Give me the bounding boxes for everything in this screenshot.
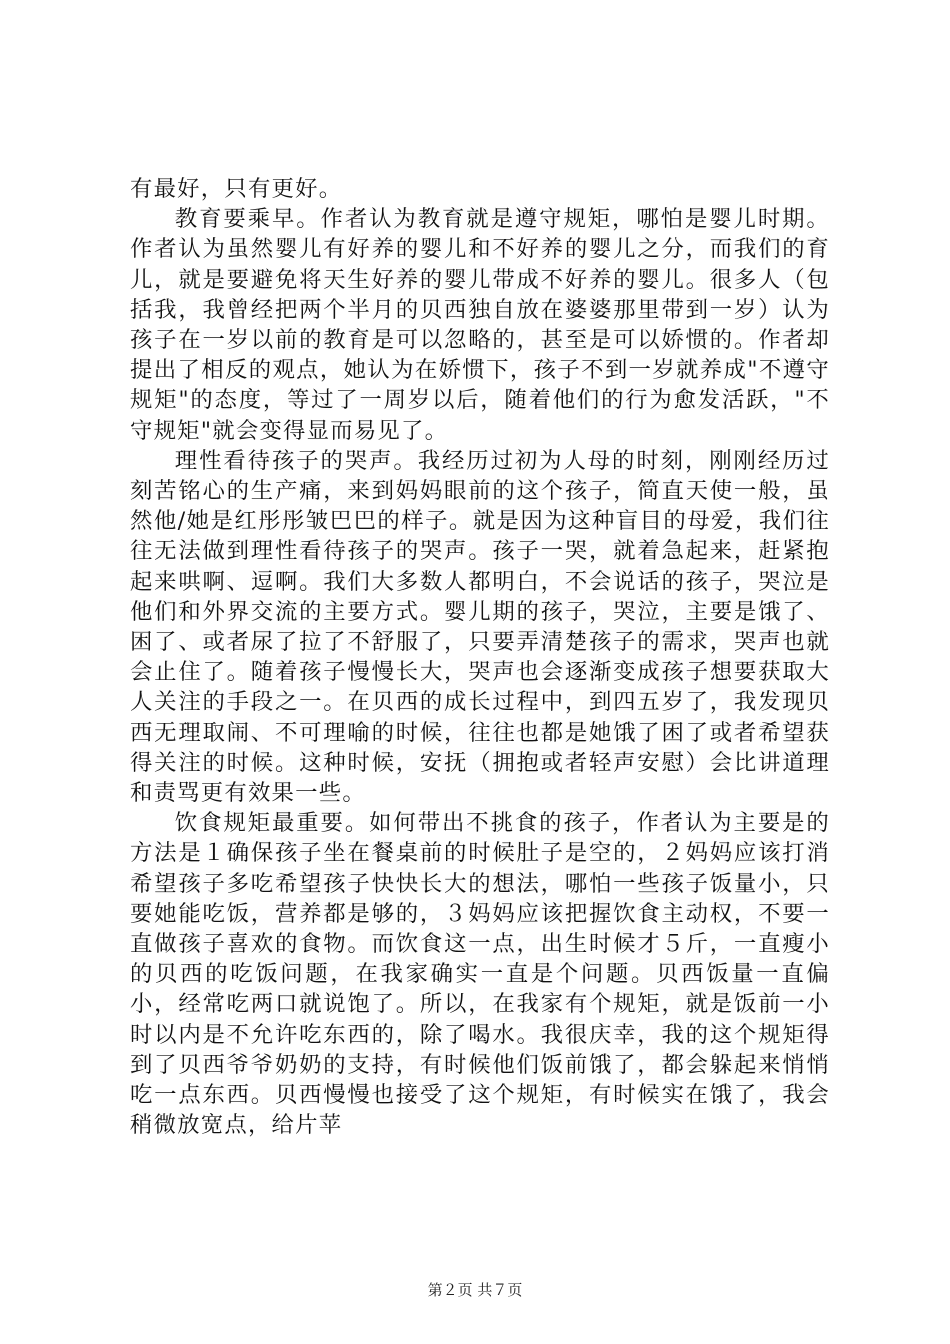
paragraph-early-education: 教育要乘早。作者认为教育就是遵守规矩，哪怕是婴儿时期。作者认为虽然婴儿有好养的婴儿和不好养的婴儿之分，而我们的育儿，就是要避免将天生好养的婴儿带成不好养的婴儿。很多人（包括我，我曾经把两个半月的贝西独自放在婆婆那里带到一岁）认为孩子在一岁以前的教育是可以忽略的，甚至是可以娇惯的。作者却提出了相反的观点，她认为在娇惯下，孩子不到一岁就养成"不遵守规矩"的态度，等过了一周岁以后，随着他们的行为愈发活跃，"不守规矩"就会变得显而易见了。 [130, 206, 830, 444]
paragraph-continuation: 有最好，只有更好。 [130, 176, 343, 202]
page-number-footer: 第２页 共７页 [427, 1281, 523, 1299]
paragraph-crying: 理性看待孩子的哭声。我经历过初为人母的时刻，刚刚经历过刻苦铭心的生产痛，来到妈妈眼前的这个孩子，简直天使一般，虽然他/她是红彤彤皱巴巴的样子。就是因为这种盲目的母爱，我们往往无法做到理性看待孩子的哭声。孩子一哭，就着急起来，赶紧抱起来哄啊、逗啊。我们大多数人都明白，不会说话的孩子，哭泣是他们和外界交流的主要方式。婴儿期的孩子，哭泣，主要是饿了、困了、或者尿了拉了不舒服了，只要弄清楚孩子的需求，哭声也就会止住了。随着孩子慢慢长大，哭声也会逐渐变成孩子想要获取大人关注的手段之一。在贝西的成长过程中，到四五岁了，我发现贝西无理取闹、不可理喻的时候，往往也都是她饿了困了或者希望获得关注的时候。这种时候，安抚（拥抱或者轻声安慰）会比讲道理和责骂更有效果一些。 [130, 447, 830, 807]
paragraph-eating-rules: 饮食规矩最重要。如何带出不挑食的孩子，作者认为主要是的方法是１确保孩子坐在餐桌前的时候肚子是空的，２妈妈应该打消希望孩子多吃希望孩子快快长大的想法，哪怕一些孩子饭量小，只要她能吃饭，营养都是够的，３妈妈应该把握饮食主动权，不要一直做孩子喜欢的食物。而饮食这一点，出生时候才５斤，一直瘦小的贝西的吃饭问题，在我家确实一直是个问题。贝西饭量一直偏小，经常吃两口就说饱了。所以，在我家有个规矩，就是饭前一小时以内是不允许吃东西的，除了喝水。我很庆幸，我的这个规矩得到了贝西爷爷奶奶的支持，有时候他们饭前饿了，都会躲起来悄悄吃一点东西。贝西慢慢也接受了这个规矩，有时候实在饿了，我会稍微放宽点，给片苹 [130, 810, 830, 1139]
document-body [130, 174, 830, 1141]
